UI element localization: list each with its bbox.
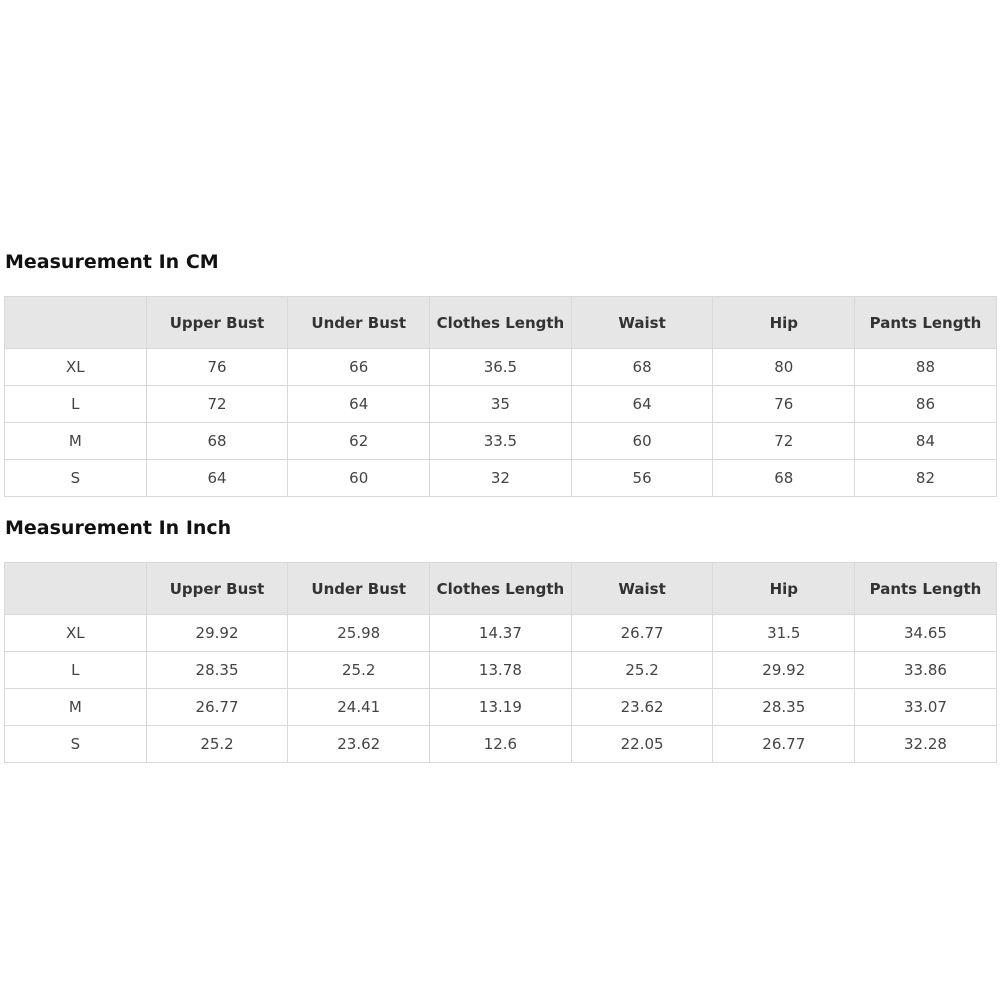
table-cell: 26.77 [146, 689, 288, 726]
header-waist: Waist [571, 563, 713, 615]
header-clothes-length: Clothes Length [430, 297, 572, 349]
table-cell: 68 [146, 423, 288, 460]
size-table-inch [4, 562, 997, 763]
header-size [5, 297, 147, 349]
size-cell: XL [5, 349, 147, 386]
table-cell: 26.77 [571, 615, 713, 652]
table-cell: 80 [713, 349, 855, 386]
table-cell: 35 [430, 386, 572, 423]
table-cell: 28.35 [146, 652, 288, 689]
header-size [5, 563, 147, 615]
table-cell: 33.07 [855, 689, 997, 726]
table-cell: 31.5 [713, 615, 855, 652]
header-hip: Hip [713, 563, 855, 615]
header-pants-length: Pants Length [855, 563, 997, 615]
size-table-cm [4, 296, 997, 497]
table-cell: 22.05 [571, 726, 713, 763]
table-row [5, 386, 997, 423]
table-cell: 86 [855, 386, 997, 423]
table-row [5, 423, 997, 460]
table-cell: 36.5 [430, 349, 572, 386]
table-cell: 25.2 [146, 726, 288, 763]
table-cell: 84 [855, 423, 997, 460]
table-cell: 33.86 [855, 652, 997, 689]
table-cell: 29.92 [713, 652, 855, 689]
size-cell: L [5, 386, 147, 423]
table-cell: 76 [713, 386, 855, 423]
table-row [5, 349, 997, 386]
table-cell: 64 [571, 386, 713, 423]
table-cell: 33.5 [430, 423, 572, 460]
table-row [5, 615, 997, 652]
table-cell: 68 [713, 460, 855, 497]
table-header-row [5, 563, 997, 615]
table-cell: 72 [713, 423, 855, 460]
table-row [5, 460, 997, 497]
table-cell: 32.28 [855, 726, 997, 763]
table-cell: 88 [855, 349, 997, 386]
header-under-bust: Under Bust [288, 297, 430, 349]
table-cell: 68 [571, 349, 713, 386]
size-cell: S [5, 460, 147, 497]
table-cell: 60 [288, 460, 430, 497]
table-cell: 23.62 [288, 726, 430, 763]
size-cell: S [5, 726, 147, 763]
table-cell: 28.35 [713, 689, 855, 726]
header-upper-bust: Upper Bust [146, 297, 288, 349]
table-cell: 25.2 [288, 652, 430, 689]
size-cell: M [5, 689, 147, 726]
size-cell: L [5, 652, 147, 689]
table-cell: 66 [288, 349, 430, 386]
header-hip: Hip [713, 297, 855, 349]
table-cell: 23.62 [571, 689, 713, 726]
table-cell: 26.77 [713, 726, 855, 763]
header-upper-bust: Upper Bust [146, 563, 288, 615]
header-waist: Waist [571, 297, 713, 349]
size-cell: M [5, 423, 147, 460]
header-pants-length: Pants Length [855, 297, 997, 349]
table-cell: 64 [288, 386, 430, 423]
table-cell: 29.92 [146, 615, 288, 652]
table-cell: 56 [571, 460, 713, 497]
section-title-inch: Measurement In Inch [5, 517, 232, 539]
table-cell: 13.19 [430, 689, 572, 726]
section-title-cm: Measurement In CM [5, 251, 219, 273]
header-under-bust: Under Bust [288, 563, 430, 615]
table-cell: 32 [430, 460, 572, 497]
size-cell: XL [5, 615, 147, 652]
table-cell: 13.78 [430, 652, 572, 689]
table-cell: 12.6 [430, 726, 572, 763]
table-cell: 14.37 [430, 615, 572, 652]
table-cell: 82 [855, 460, 997, 497]
table-cell: 72 [146, 386, 288, 423]
table-cell: 25.2 [571, 652, 713, 689]
table-cell: 64 [146, 460, 288, 497]
table-row [5, 652, 997, 689]
table-cell: 76 [146, 349, 288, 386]
table-row [5, 726, 997, 763]
header-clothes-length: Clothes Length [430, 563, 572, 615]
table-row [5, 689, 997, 726]
table-cell: 62 [288, 423, 430, 460]
table-cell: 34.65 [855, 615, 997, 652]
table-cell: 60 [571, 423, 713, 460]
table-cell: 25.98 [288, 615, 430, 652]
table-cell: 24.41 [288, 689, 430, 726]
table-header-row [5, 297, 997, 349]
